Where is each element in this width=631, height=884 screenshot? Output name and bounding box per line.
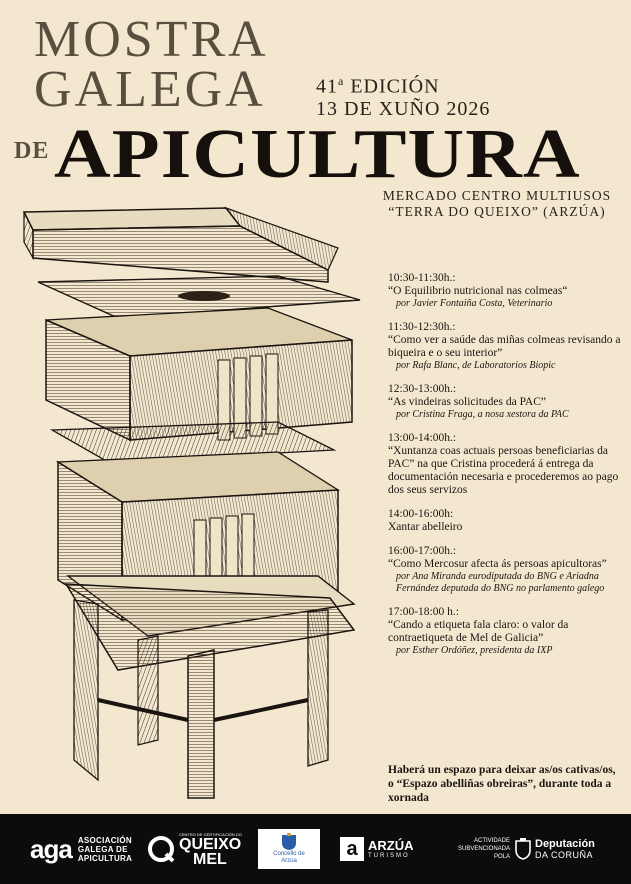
edition-number: 41 <box>316 75 338 98</box>
edition-info <box>316 70 490 120</box>
queixo-word: QUEIXO <box>179 835 242 853</box>
concello-text: Concello de Arzúa <box>273 851 305 864</box>
program-time: 16:00-17:00h.: <box>388 545 457 557</box>
title-mostra: MOSTRA <box>34 11 269 68</box>
queixo-mel-logo <box>146 814 259 884</box>
title-galega: GALEGA <box>34 61 266 118</box>
program-title: “Cando a etiqueta fala claro: o valor da contraetiqueta de Mel de Galicia” <box>388 619 569 644</box>
turismo-word: TURISMO <box>368 853 410 859</box>
aga-text: ASOCIACIÓN GALEGA DE APICULTURA <box>77 835 133 863</box>
program-time: 14:00-16:00h: <box>388 508 454 520</box>
program-item <box>388 545 624 595</box>
program-speaker: por Esther Ordóñez, presidenta da IXP <box>396 645 553 656</box>
queixo-small: CENTRO DE CERTIFICACIÓN DO <box>179 831 242 837</box>
aga-mark: aga <box>30 833 72 864</box>
subsidy-line-3: POLA <box>493 854 510 860</box>
edition-ordinal: a <box>338 74 345 88</box>
deputacion-shield-icon <box>514 838 532 860</box>
program-time: 11:30-12:30h.: <box>388 321 456 333</box>
childcare-note: Haberá un espazo para deixar as/os cativas/os, o “Espazo abelliñas obreiras”, durante toda a xornada <box>388 764 616 804</box>
title-de: DE <box>14 138 50 164</box>
program-title: “O Equilibrio nutricional nas colmeas“ <box>388 285 568 297</box>
program-speaker: por Javier Fontaiña Costa, Veterinario <box>396 298 553 309</box>
program-time: 13:00-14:00h.: <box>388 432 457 444</box>
concello-arzua-logo <box>258 814 320 884</box>
program-time: 10:30-11:30h.: <box>388 272 456 284</box>
edition-label: EDICIÓN <box>344 75 440 98</box>
program-speaker: por Ana Miranda eurodiputada do BNG e Ariadna Fernández deputada do BNG no parlamento galego <box>396 571 605 594</box>
program-speaker: por Rafa Blanc, de Laboratorios Biopic <box>396 360 556 371</box>
program-time: 12:30-13:00h.: <box>388 383 457 395</box>
program-item <box>388 508 624 534</box>
title-apicultura: APICULTURA <box>54 116 581 193</box>
aga-logo <box>30 814 148 884</box>
arzua-a-icon: a <box>340 837 364 861</box>
program-title: “Como Mercosur afecta ás persoas apicultoras” <box>388 558 607 570</box>
program-title: “Xuntanza coas actuais persoas beneficiarias da PAC” na que Cristina procederá á entrega da documentación necesaria e procederemos ao pago dos seus servizos <box>388 445 619 496</box>
venue <box>372 188 622 220</box>
program <box>388 272 624 668</box>
program-item <box>388 272 624 310</box>
program-speaker: por Cristina Fraga, a nosa xestora da PAC <box>396 409 569 420</box>
mel-word: MEL <box>193 850 227 868</box>
program-item <box>388 432 624 497</box>
program-item <box>388 606 624 657</box>
subsidy-line-1: ACTIVIDADE <box>473 838 510 844</box>
subsidy-line-2: SUBVENCIONADA <box>457 846 510 852</box>
venue-line-2: “TERRA DO QUEIXO” (ARZÚA) <box>388 204 606 219</box>
program-item <box>388 321 624 372</box>
event-date: 13 DE XUÑO 2026 <box>316 97 491 120</box>
deputacion-word: Deputación <box>535 838 595 850</box>
coruna-word: DA CORUÑA <box>535 850 594 860</box>
program-item <box>388 383 624 421</box>
program-title: “As vindeiras solicitudes da PAC” <box>388 396 547 408</box>
sponsor-footer <box>0 814 631 884</box>
arzua-word: ARZÚA <box>368 838 414 853</box>
deputacion-logo <box>514 814 595 884</box>
program-time: 17:00-18:00 h.: <box>388 606 459 618</box>
subsidy-note <box>456 814 510 884</box>
coat-of-arms-icon <box>281 833 297 851</box>
program-title: Xantar abelleiro <box>388 521 463 533</box>
program-title: “Como ver a saúde das miñas colmeas revisando a biqueira e o seu interior” <box>388 334 621 359</box>
arzua-turismo-logo <box>340 814 414 884</box>
beehive-illustration <box>18 200 383 800</box>
venue-line-1: MERCADO CENTRO MULTIUSOS <box>382 188 612 203</box>
queixo-q-icon <box>146 834 176 864</box>
